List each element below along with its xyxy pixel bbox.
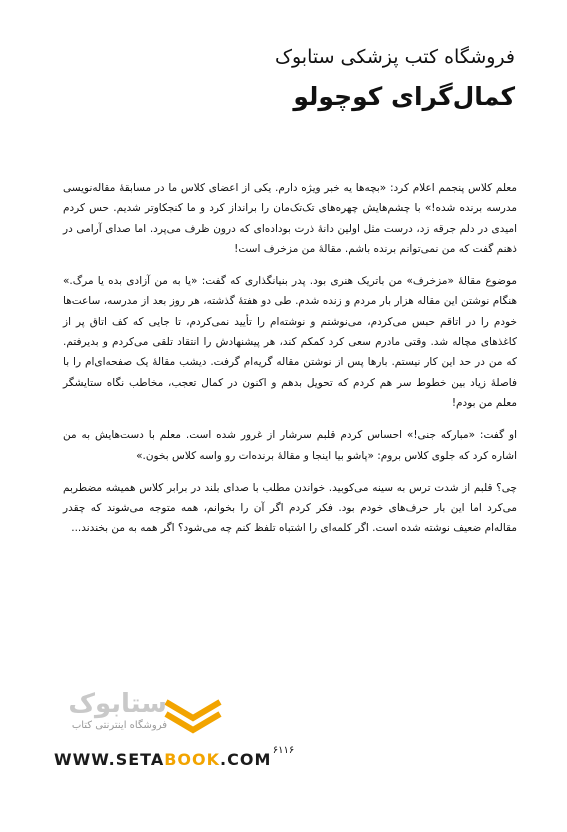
setabook-watermark [42,686,272,776]
page-header [275,42,515,114]
store-title: فروشگاه کتب پزشکی ستابوک [274,46,515,68]
watermark-brand: ستابوک [68,689,167,719]
url-suffix: .COM [220,750,272,769]
watermark-subtitle: فروشگاه اینترنتی کتاب [71,720,167,731]
setabook-logo-icon [162,696,224,740]
paragraph-1: معلم کلاس پنجمم اعلام کرد: «بچه‌ها یه خبر ویژه دارم. یکی از اعضای کلاس ما در مسابقهٔ مقاله‌نویسی مدرسه برنده شده!» با چشم‌هایش چهره‌های تک‌تک‌مان را برانداز کرد و ما کنجکاوتر شدیم. حس کردم امیدی در دلم جرقه زد، درست مثل اولین دانهٔ ذرت بوداده‌ای که درون ظرف می‌پرد. اما صدای آرامی در ذهنم گفت که من نمی‌توانم برنده باشم. مقالهٔ من مزخرف است! [63,182,517,255]
watermark-url[interactable] [54,750,271,769]
page-number: ۶۱۱۶ [272,745,295,756]
paragraph-4: چی؟ قلبم از شدت ترس به سینه می‌کوبید. خواندن مطلب با صدای بلند در برابر کلاس همیشه مضطربم می‌کرد اما این بار حرف‌های خودم بود. فکر کردم اگر آن را بخوانم، همه متوجه می‌شوند که چقدر مقاله‌ام ضعیف نوشته شده است. اگر کلمه‌ای را اشتباه تلفظ کنم چه می‌شود؟ اگر همه به من بخندند... [63,481,517,535]
url-accent: BOOK [164,750,221,769]
paragraph-2: موضوع مقالهٔ «مزخرف» من باتریک هنری بود. پدر بنیانگذاری که گفت: «یا به من آزادی بده یا مرگ.» هنگام نوشتن این مقاله هزار بار مردم و زنده شدم. طی دو هفتهٔ گذشته، هر روز بعد از مدرسه، ساعت‌ها خودم را در اتاقم حبس می‌کردم، می‌نوشتم و نوشته‌ام را تأیید نمی‌کردم، تا جایی که کف اتاق پر از کاغذهای مچاله شد. وقتی مادرم سعی کرد کمکم کند، هر پیشنهادش را انتقاد تلقی می‌کردم و بدیرفتم. که من در حد این کار نیستم. بارها پس از نوشتن مقاله گریه‌ام گرفت. دیشب مقالهٔ یک صفحه‌ای‌ام را با فاصلهٔ زیاد بین خطوط سر هم کردم که تحویل بدهم و اکنون در کمال تعجب، مخاطب نگاه ستایشگر معلم من بودم! [63,275,517,409]
book-title: کمال‌گرای کوچولو [293,82,515,111]
chapter-body [63,178,517,551]
paragraph-3: او گفت: «مبارکه جنی!» احساس کردم قلبم سرشار از غرور شده است. معلم با دست‌هایش به من اشاره کرد که جلوی کلاس بروم: «پاشو بیا اینجا و مقالهٔ برنده‌ات رو واسه کلاس بخون.» [63,429,517,462]
url-prefix: WWW.SETA [54,750,165,769]
